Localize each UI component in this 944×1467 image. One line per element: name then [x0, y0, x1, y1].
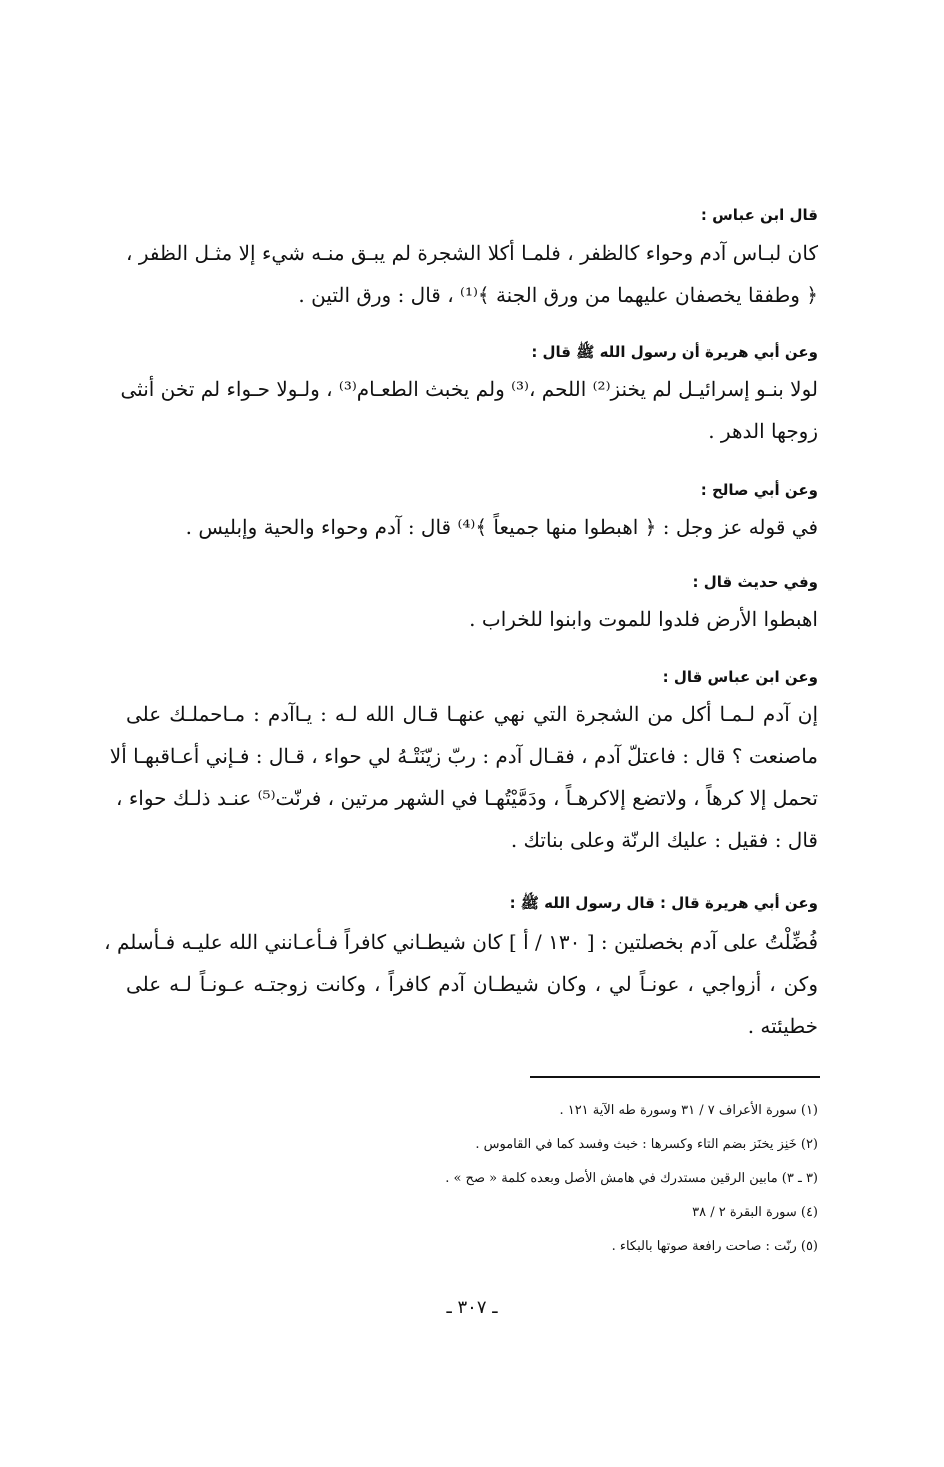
paragraph-line: خطيئته . — [747, 1014, 818, 1038]
footnote: (٤) سورة البقرة ٢ / ٣٨ — [692, 1205, 818, 1220]
paragraph-line: ﴿ وطفقا يخصفان عليهما من ورق الجنة ﴾⁽¹⁾ ، قال : ورق التين . — [298, 283, 818, 307]
paragraph-line: إن آدم لـمـا أكل من الشجرة التي نهي عنهـا قـال الله لـه : يـاآدم : مـاحملـك على — [126, 702, 818, 726]
section-heading: قال ابن عباس : — [700, 206, 818, 224]
section-heading: وعن ابن عباس قال : — [662, 668, 818, 686]
section-paragraph — [126, 598, 818, 640]
section-paragraph — [109, 693, 818, 861]
section-paragraph — [126, 232, 818, 316]
footnote: (٥) رنّت : صاحت رافعة صوتها بالبكاء . — [611, 1239, 818, 1254]
section-heading: وعن أبي هريرة أن رسول الله ﷺ قال : — [531, 343, 818, 361]
section-heading: وعن أبي صالح : — [700, 481, 818, 499]
paragraph-line: فُضِّلْتُ على آدم بخصلتين : [ ١٣٠ / أ ] كان شيطـاني كافراً فـأعـانني الله عليـه فـأسلم ، — [104, 930, 818, 954]
paragraph-line: ماصنعت ؟ قال : فاعتلّ آدم ، فقـال آدم : ربّ زيّنَتْـهُ لي حواء ، قـال : فـإني أعـاقبهـا ألا — [109, 744, 818, 768]
paragraph-line: كان لبـاس آدم وحواء كالظفر ، فلمـا أكلا الشجرة لم يبـق منـه شيء إلا مثـل الظفر ، — [126, 241, 818, 265]
section-paragraph — [104, 921, 818, 1047]
section-heading: وفي حديث قال : — [692, 573, 818, 591]
section-paragraph — [120, 368, 818, 452]
page-number: ـ ٣٠٧ ـ — [446, 1297, 498, 1318]
paragraph-line: لولا بنـو إسرائيـل لم يخنز⁽²⁾ اللحم ،⁽³⁾ ولم يخبث الطعـام⁽³⁾ ، ولـولا حـواء لم تخن أنثى — [120, 377, 818, 401]
section-heading: وعن أبي هريرة قال : قال رسول الله ﷺ : — [509, 894, 818, 912]
section-paragraph — [126, 506, 818, 548]
paragraph-line: قال : فقيل : عليك الرنّة وعلى بناتك . — [510, 828, 818, 852]
paragraph-line: وكن ، أزواجي ، عونـاً لي ، وكان شيطـان آدم كافراً ، وكانت زوجتـه عـونـاً لـه على — [126, 972, 818, 996]
paragraph-line: تحمل إلا كرهاً ، ولاتضع إلاكرهـاً ، ودَمَّيْتُهـا في الشهر مرتين ، فرنّت⁽⁵⁾ عنـد ذلـك حواء ، — [116, 786, 818, 810]
paragraph-line: زوجها الدهر . — [708, 419, 818, 443]
paragraph-line: اهبطوا الأرض فلدوا للموت وابنوا للخراب . — [469, 607, 818, 631]
footnote-separator — [530, 1076, 820, 1078]
footnote: (٢) خَنِز يخنَز بضم التاء وكسرها : خبث وفسد كما في القاموس . — [475, 1137, 818, 1152]
footnote: (٣ ـ ٣) مابين الرقين مستدرك في هامش الأصل وبعده كلمة « صح » . — [445, 1171, 818, 1186]
paragraph-line: في قوله عز وجل : ﴿ اهبطوا منها جميعاً ﴾⁽⁴⁾ قال : آدم وحواء والحية وإبليس . — [185, 515, 818, 539]
footnote: (١) سورة الأعراف ٧ / ٣١ وسورة طه الآية ١٢١ . — [559, 1103, 818, 1118]
